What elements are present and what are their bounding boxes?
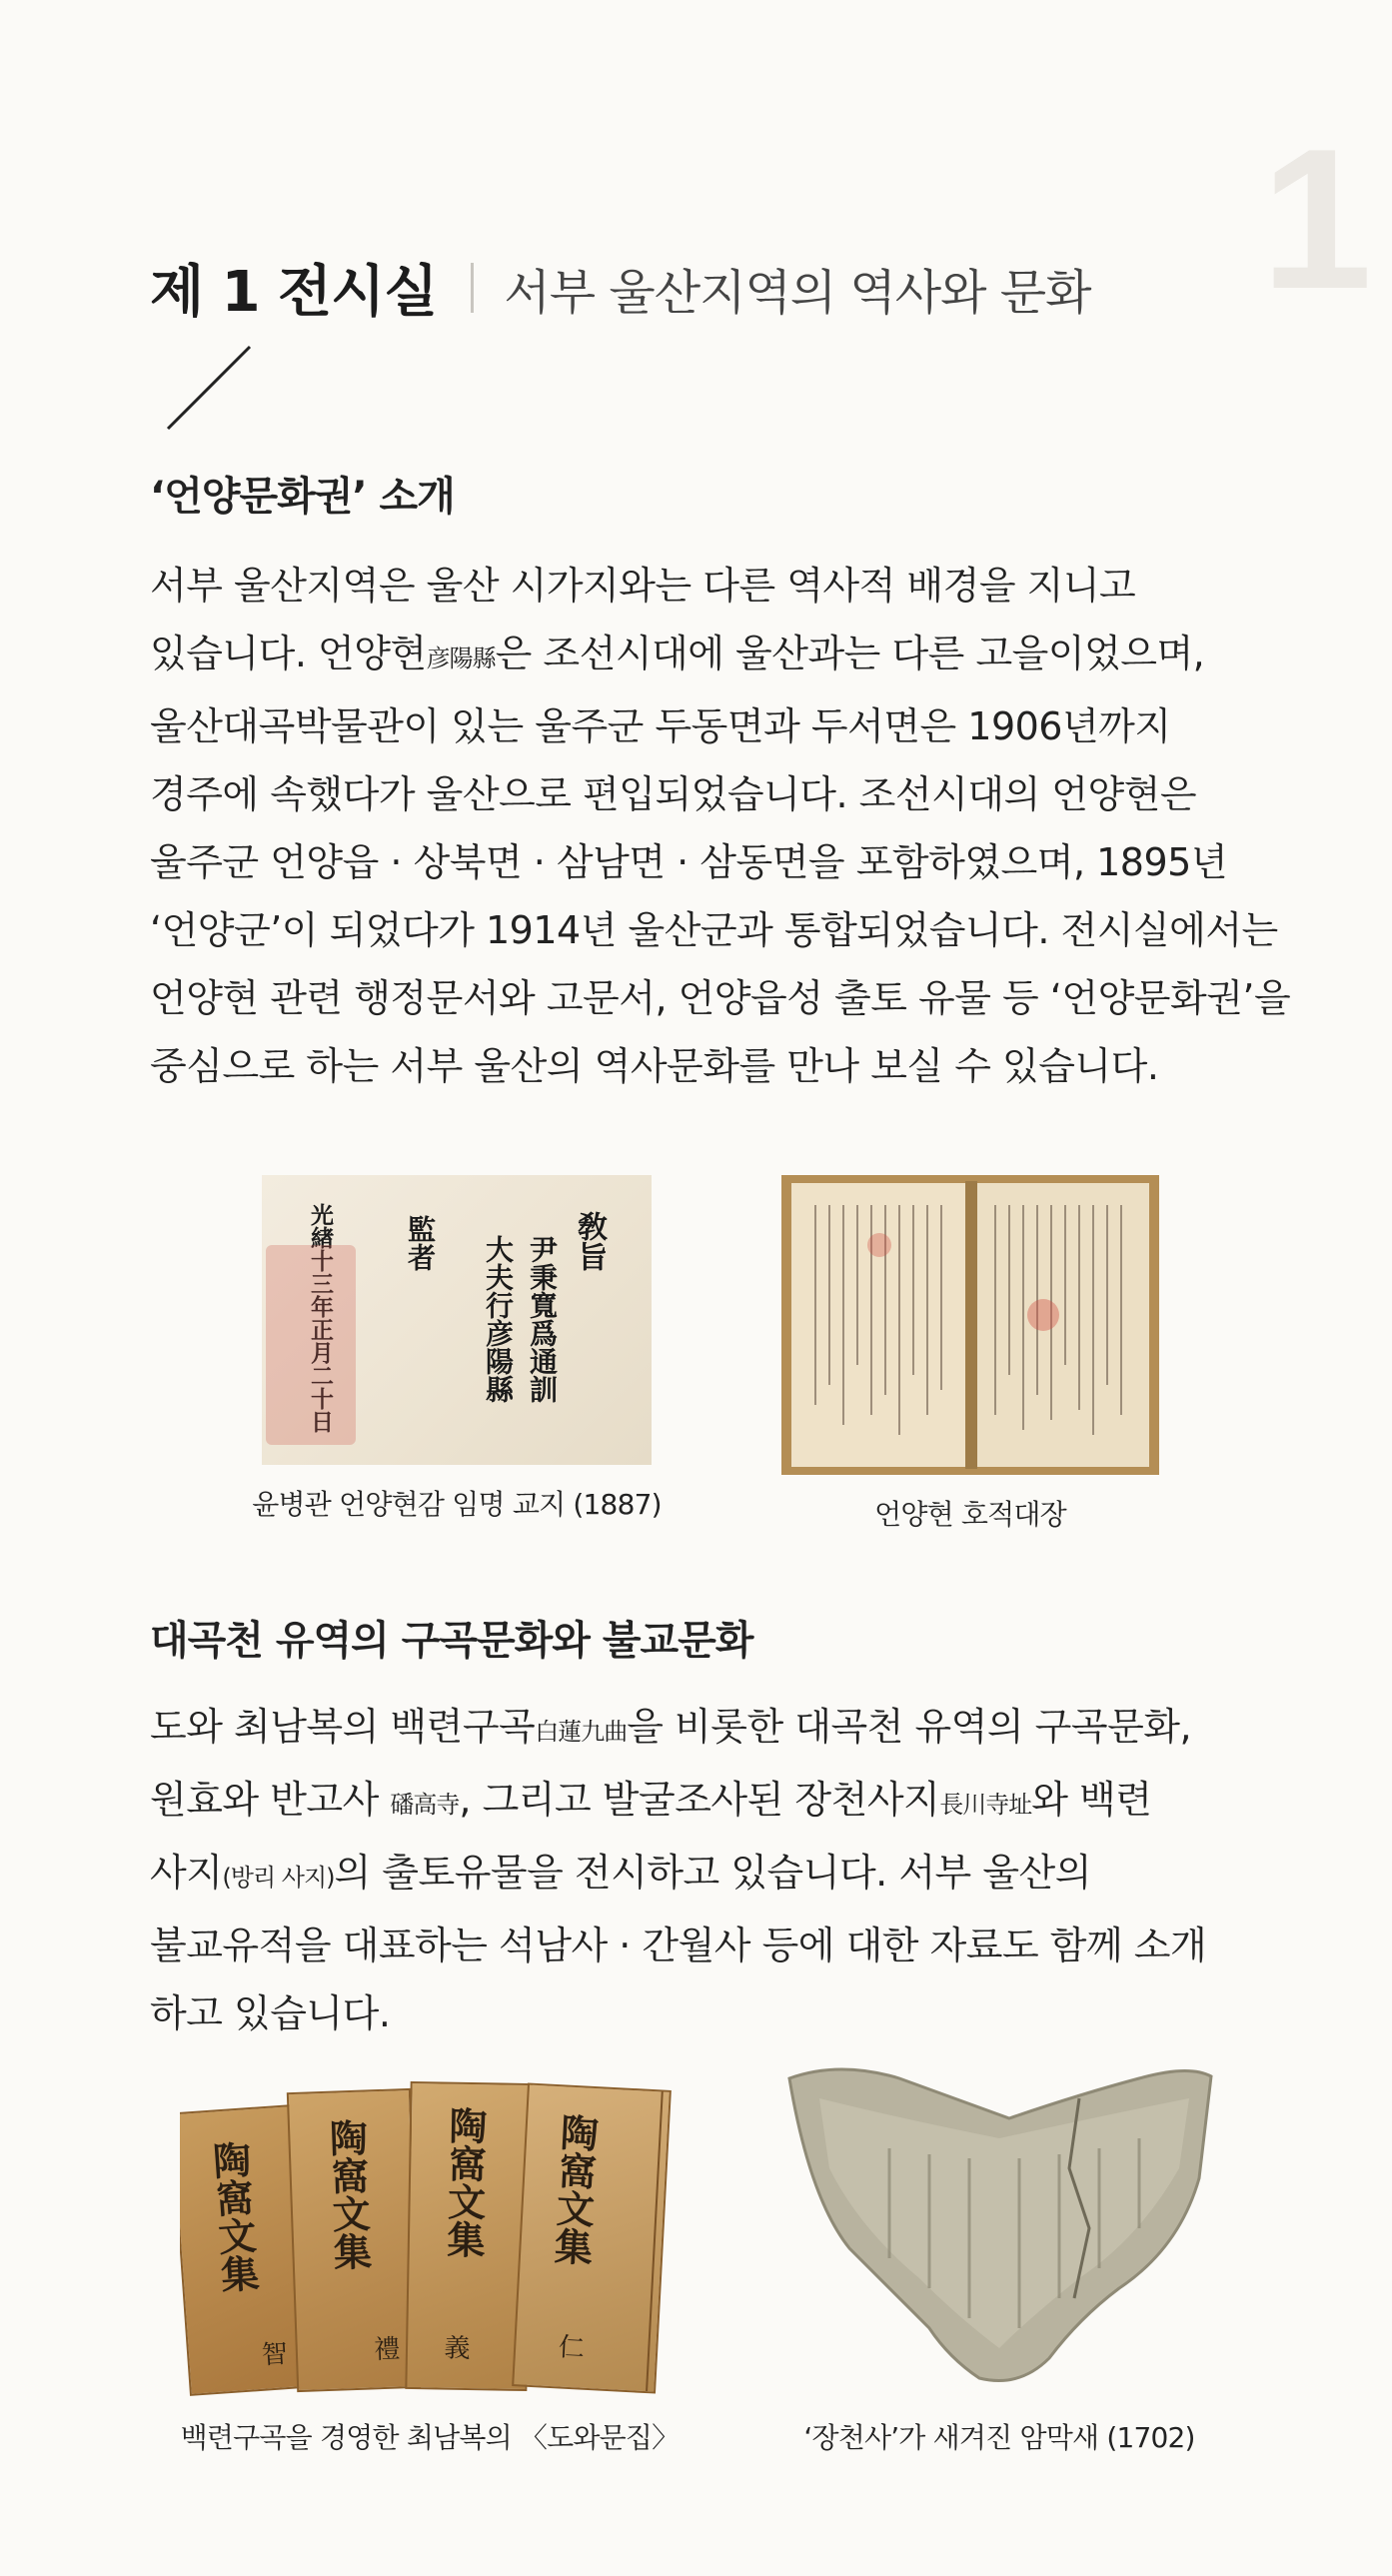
body-text-span: 도와 최남복의 백련구곡 xyxy=(150,1705,536,1749)
body-text-span: 원효와 반고사 xyxy=(150,1778,379,1822)
figure-roof-tile xyxy=(779,2058,1219,2454)
slash-divider xyxy=(160,345,260,445)
body-text-span: , 그리고 발굴조사된 장천사지 xyxy=(459,1778,940,1822)
body-text-span: 의 출토유물을 전시하고 있습니다. 서부 울산의 xyxy=(334,1851,1091,1895)
red-seal-stamp xyxy=(266,1245,356,1445)
books-photo xyxy=(180,2078,680,2398)
body-line: 불교유적을 대표하는 석남사 · 간월사 등에 대한 자료도 함께 소개 xyxy=(150,1924,1207,1967)
body-text-span: 있습니다. 언양현 xyxy=(150,632,427,675)
book-cover xyxy=(287,2088,421,2392)
certificate-text: 光緖十三年正月二十日 xyxy=(307,1203,334,1433)
figure-caption: 윤병관 언양현감 임명 교지 (1887) xyxy=(252,1488,662,1521)
body-line: 경주에 속했다가 울산으로 편입되었습니다. 조선시대의 언양현은 xyxy=(150,772,1197,816)
figure-caption: 백련구곡을 경영한 최남복의 〈도와문집〉 xyxy=(180,2421,680,2454)
figure-household-register xyxy=(781,1175,1159,1531)
book-volume: 智 xyxy=(256,2339,289,2368)
figure-dowa-munjip xyxy=(180,2078,680,2454)
book-binding xyxy=(646,2091,664,2391)
page-number: 1 xyxy=(1261,108,1373,331)
hanja-annotation: 白蓮九曲 xyxy=(535,1718,628,1746)
hanja-annotation: (방리 사지) xyxy=(222,1864,335,1892)
body-text-span: 은 조선시대에 울산과는 다른 고을이었으며, xyxy=(495,632,1205,675)
body-line: 중심으로 하는 서부 울산의 역사문화를 만나 보실 수 있습니다. xyxy=(150,1044,1159,1088)
body-line: 서부 울산지역은 울산 시가지와는 다른 역사적 배경을 지니고 xyxy=(150,564,1136,608)
page-subtitle: 서부 울산지역의 역사와 문화 xyxy=(504,264,1091,321)
certificate-photo xyxy=(262,1175,652,1465)
certificate-text: 監者 xyxy=(404,1215,437,1271)
figure-caption: 언양현 호적대장 xyxy=(874,1498,1066,1531)
body-line xyxy=(150,620,1279,692)
book-title: 陶窩文集 xyxy=(547,2111,601,2267)
hanja-annotation: 磻高寺 xyxy=(390,1791,460,1819)
body-line: 울산대곡박물관이 있는 울주군 두동면과 두서면은 1906년까지 xyxy=(150,704,1171,748)
book-title: 陶窩文集 xyxy=(322,2117,374,2271)
book-volume: 仁 xyxy=(553,2332,585,2360)
certificate-text: 尹秉寬爲通訓 xyxy=(526,1235,559,1403)
book-cover xyxy=(512,2082,672,2393)
figure-caption: ‘장천사’가 새겨진 암막새 (1702) xyxy=(803,2421,1195,2454)
section-heading-daegokcheon: 대곡천 유역의 구곡문화와 불교문화 xyxy=(150,1618,753,1664)
roof-tile-photo xyxy=(779,2058,1219,2398)
body-line: 하고 있습니다. xyxy=(150,1991,391,2035)
book-volume: 禮 xyxy=(369,2334,401,2362)
book-title: 陶窩文集 xyxy=(205,2139,261,2294)
body-line: 언양현 관련 행정문서와 고문서, 언양읍성 출토 유물 등 ‘언양문화권’을 xyxy=(150,976,1291,1020)
open-book-graphic xyxy=(781,1175,1159,1475)
body-text-span: 와 백련 xyxy=(1031,1778,1152,1822)
section-heading-eonyang: ‘언양문화권’ 소개 xyxy=(150,474,455,520)
body-line xyxy=(150,1693,1279,1766)
roof-tile-graphic xyxy=(779,2058,1219,2398)
page-header xyxy=(150,248,1091,328)
section-body-eonyang xyxy=(150,552,1291,1100)
body-line xyxy=(150,1766,1279,1839)
book-volume: 義 xyxy=(439,2333,471,2361)
body-line xyxy=(150,1839,1279,1912)
certificate-text: 大夫行彦陽縣 xyxy=(482,1235,515,1403)
book-title: 陶窩文集 xyxy=(440,2105,489,2259)
figure-appointment-certificate xyxy=(252,1175,662,1521)
body-line: ‘언양군’이 되었다가 1914년 울산군과 통합되었습니다. 전시실에서는 xyxy=(150,908,1278,952)
title-divider xyxy=(471,263,474,313)
body-line: 울주군 언양읍 · 상북면 · 삼남면 · 삼동면을 포함하였으며, 1895년 xyxy=(150,840,1228,884)
hanja-annotation: 彦陽縣 xyxy=(426,644,496,672)
register-photo xyxy=(781,1175,1159,1475)
body-text-span: 사지 xyxy=(150,1851,223,1895)
section-body-daegokcheon xyxy=(150,1693,1279,2047)
body-text-span: 을 비롯한 대곡천 유역의 구곡문화, xyxy=(627,1705,1192,1749)
certificate-text: 敎旨 xyxy=(572,1211,607,1271)
hanja-annotation: 長川寺址 xyxy=(939,1791,1032,1819)
page-title: 제 1 전시실 xyxy=(150,260,438,325)
